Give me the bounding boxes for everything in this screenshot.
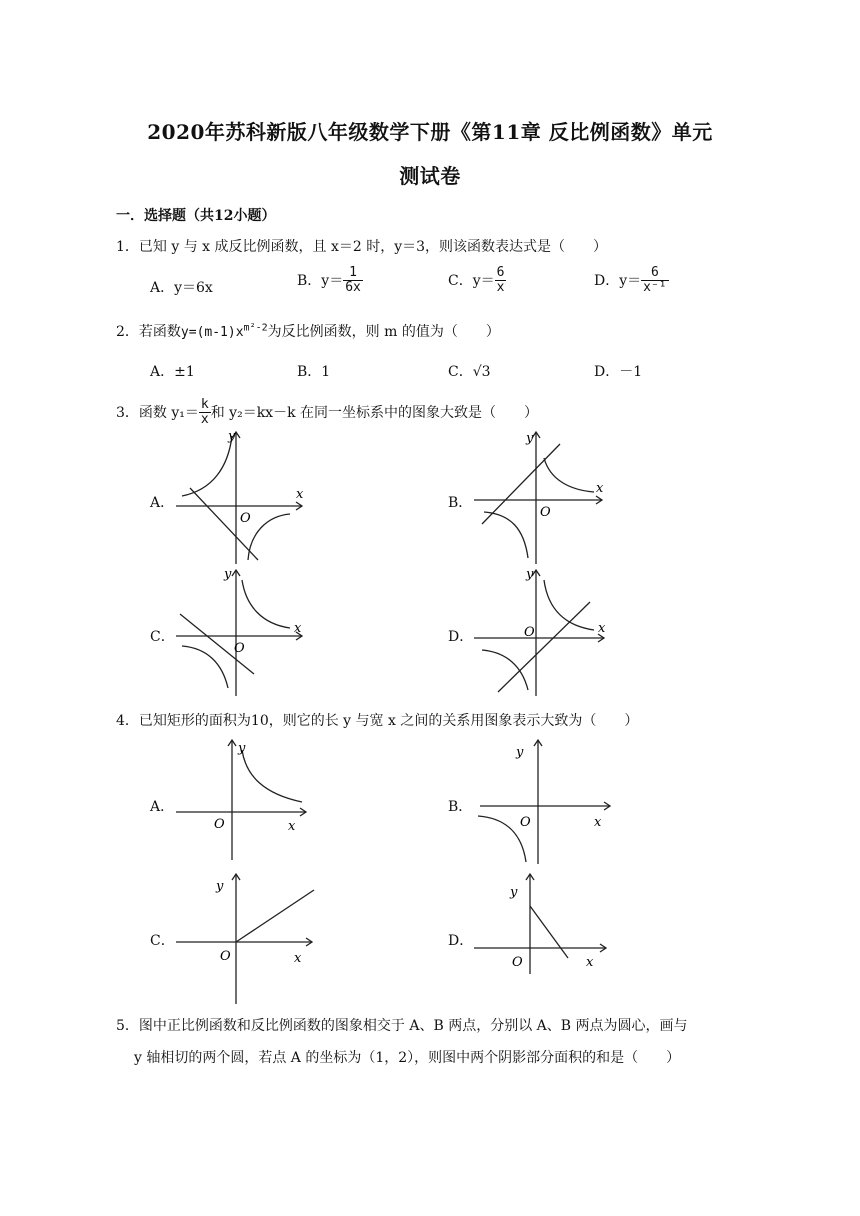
q2-option-d: D．－1 xyxy=(594,364,643,380)
q4-option-a: A． xyxy=(150,799,175,815)
svg-text:x: x xyxy=(294,621,302,636)
q3-graph-b xyxy=(470,428,610,566)
q4-graph-c xyxy=(172,870,318,1006)
svg-text:x: x xyxy=(288,819,296,834)
q4-graph-a xyxy=(172,736,312,862)
svg-text:y: y xyxy=(526,431,534,446)
svg-text:y: y xyxy=(526,567,534,582)
svg-text:y: y xyxy=(228,429,236,444)
q3-option-b: B． xyxy=(448,495,473,511)
question-5-line1: 5．图中正比例函数和反比例函数的图象相交于 A、B 两点，分别以 A、B 两点为圆心，画与 xyxy=(116,1018,688,1034)
svg-text:O: O xyxy=(512,955,523,970)
q4-option-c: C． xyxy=(150,933,175,949)
svg-text:y: y xyxy=(238,741,246,756)
question-5-line2: y 轴相切的两个圆，若点 A 的坐标为（1，2），则图中两个阴影部分面积的和是（ ） xyxy=(134,1050,681,1066)
svg-text:x: x xyxy=(296,487,304,502)
q4-graph-d xyxy=(470,870,610,976)
svg-text:x: x xyxy=(586,955,594,970)
q2-option-c: C．√3 xyxy=(448,364,491,380)
q4-option-d: D． xyxy=(448,933,474,949)
svg-text:x: x xyxy=(294,951,302,966)
svg-text:y: y xyxy=(510,885,518,900)
question-3: 3．函数 y₁＝ $\frac{k}{x}$ 和 y₂＝kx－k 在同一坐标系中的图象大致是（ ） xyxy=(116,397,539,428)
svg-text:O: O xyxy=(240,511,251,526)
q2-option-b: B．1 xyxy=(297,364,331,380)
svg-text:O: O xyxy=(214,817,225,832)
svg-text:O: O xyxy=(520,815,531,830)
svg-text:x: x xyxy=(596,481,604,496)
q1-option-b: B．y＝ $\frac{1}{6x}$ xyxy=(297,265,361,296)
question-4: 4．已知矩形的面积为10，则它的长 y 与宽 x 之间的关系用图象表示大致为（ ） xyxy=(116,713,639,729)
q4-graph-b xyxy=(470,736,616,866)
q3-graph-a xyxy=(172,428,312,566)
q2-option-a: A．±1 xyxy=(150,364,195,380)
q1-option-d: D．y＝ $\frac{6}{\text{x⁻¹}}$ xyxy=(594,265,667,296)
svg-text:x: x xyxy=(594,815,602,830)
q1-option-a: A．y＝6x xyxy=(150,280,213,296)
q3-option-d: D． xyxy=(448,629,474,645)
svg-text:y: y xyxy=(224,567,232,582)
q3-option-a: A． xyxy=(150,495,175,511)
page-title: 2020年苏科新版八年级数学下册《第11章 反比例函数》单元 xyxy=(147,120,713,144)
q3-graph-d xyxy=(470,566,610,698)
q1-option-c: C．y＝ $\frac{6}{x}$ xyxy=(448,265,505,296)
svg-text:O: O xyxy=(524,625,535,640)
section-heading: 一．选择题（共12小题） xyxy=(116,208,276,224)
svg-text:O: O xyxy=(540,505,551,520)
q4-option-b: B． xyxy=(448,799,473,815)
svg-text:x: x xyxy=(598,621,606,636)
question-1: 1．已知 y 与 x 成反比例函数，且 x＝2 时，y＝3，则该函数表达式是（ ） xyxy=(116,239,608,255)
page-title-line2: 测试卷 xyxy=(399,164,461,188)
q3-graph-c xyxy=(172,566,312,698)
question-2: 2．若函数$y=(m-1)x^{m^2-2}$为反比例函数，则 m 的值为（ ） xyxy=(116,322,500,340)
svg-text:y: y xyxy=(216,879,224,894)
svg-text:O: O xyxy=(220,949,231,964)
svg-text:O: O xyxy=(234,641,245,656)
q3-option-c: C． xyxy=(150,629,175,645)
svg-text:y: y xyxy=(516,745,524,760)
